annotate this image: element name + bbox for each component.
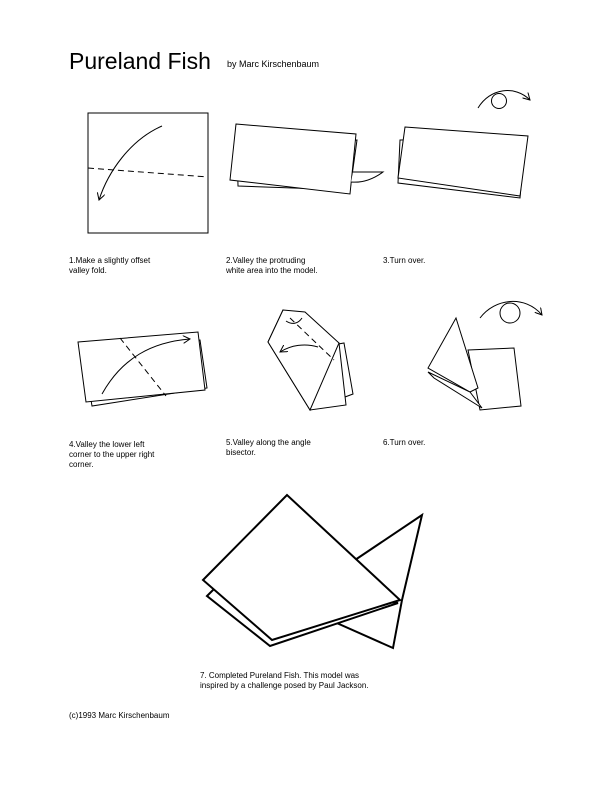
copyright-notice: (c)1993 Marc Kirschenbaum (69, 711, 170, 720)
step-7-diagram (203, 495, 422, 648)
turn-over-icon (478, 91, 530, 109)
front-layer (78, 332, 205, 402)
step-6-diagram (428, 301, 542, 410)
step-1-diagram (88, 113, 208, 233)
fold-arrow (99, 126, 162, 200)
step-5-diagram (268, 310, 353, 410)
step-4-caption: 4.Valley the lower left corner to the upper right corner. (69, 440, 155, 469)
step-3-caption: 3.Turn over. (383, 256, 426, 265)
step-1-caption: 1.Make a slightly offset valley fold. (69, 256, 151, 275)
step-7-caption: 7. Completed Pureland Fish. This model was inspired by a challenge posed by Paul Jackson. (200, 671, 369, 690)
step-2-caption: 2.Valley the protruding white area into the model. (226, 256, 318, 275)
step-4-diagram (78, 332, 207, 406)
author-byline: by Marc Kirschenbaum (227, 59, 320, 69)
page-title: Pureland Fish (69, 48, 211, 74)
valley-fold-line (88, 168, 208, 177)
step-2-diagram (230, 124, 383, 194)
step-3-diagram (398, 91, 530, 198)
protruding-flap (351, 172, 383, 182)
turn-over-icon (480, 301, 542, 323)
step-5-caption: 5.Valley along the angle bisector. (226, 438, 311, 457)
step-6-caption: 6.Turn over. (383, 438, 426, 447)
